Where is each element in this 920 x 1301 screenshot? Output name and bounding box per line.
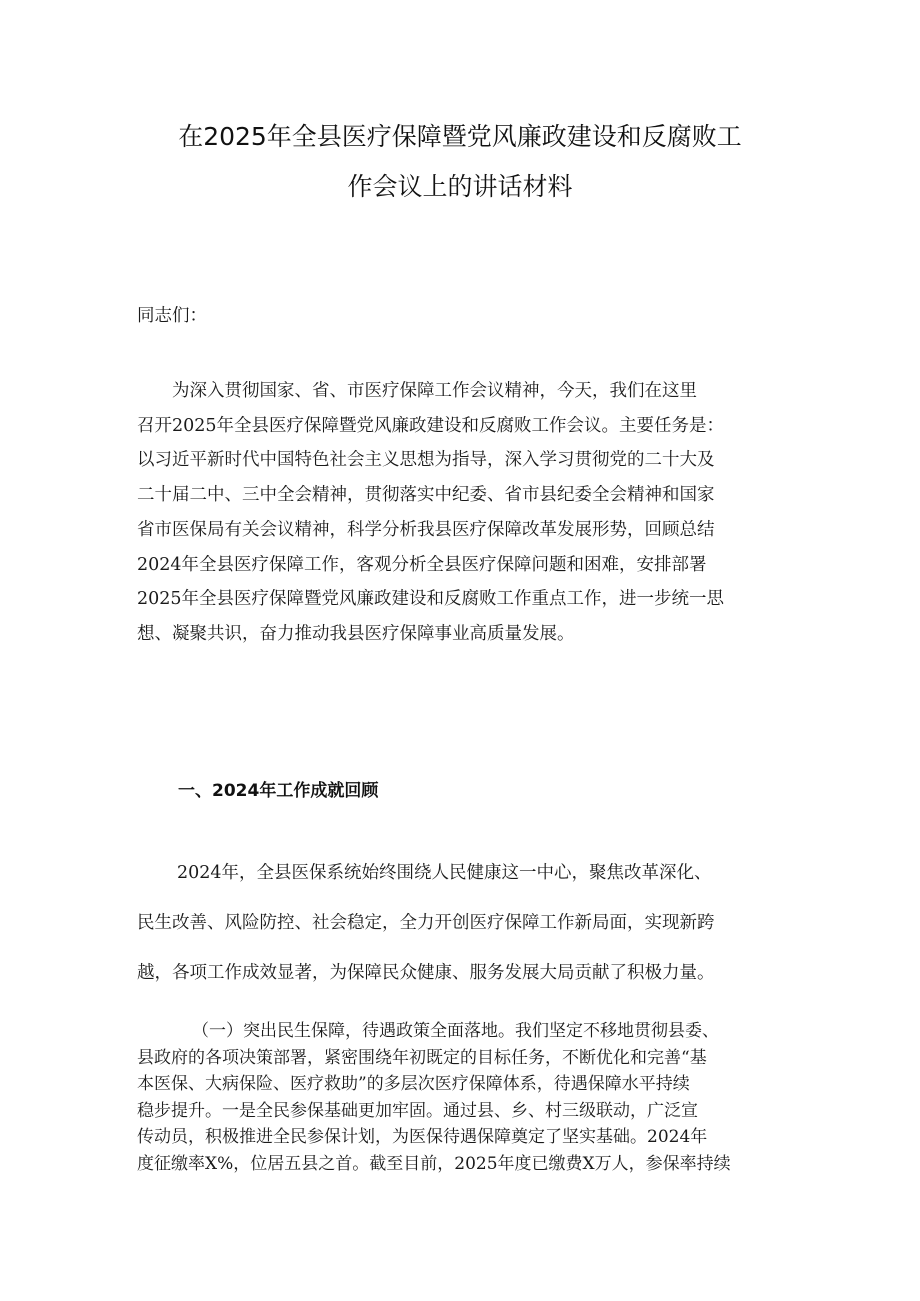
paragraph-line: 为深入贯彻国家、省、市医疗保障工作会议精神，今天，我们在这里 [172, 381, 697, 401]
paragraph-review [137, 848, 787, 998]
paragraph-line: 2024年，全县医保系统始终围绕人民健康这一中心，聚焦改革深化、 [177, 863, 712, 883]
paragraph-line: （一）突出民生保障，待遇政策全面落地。我们坚定不移地贯彻县委、 [192, 1021, 719, 1041]
title-line: 作会议上的讲话材料 [347, 172, 573, 201]
paragraph-subsection-1 [137, 1018, 787, 1178]
paragraph-line: 2025年全县医疗保障暨党风廉政建设和反腐败工作重点工作，进一步统一思 [137, 589, 725, 610]
paragraph-line: 传动员，积极推进全民参保计划，为医保待遇保障奠定了坚实基础。2024年 [137, 1127, 708, 1148]
paragraph-line: 以习近平新时代中国特色社会主义思想为指导，深入学习贯彻党的二十大及 [137, 450, 715, 471]
paragraph-line: 召开2025年全县医疗保障暨党风廉政建设和反腐败工作会议。主要任务是： [137, 415, 725, 436]
paragraph-line: 2024年全县医疗保障工作，客观分析全县医疗保障问题和困难，安排部署 [137, 554, 707, 575]
paragraph-line: 想、凝聚共识，奋力推动我县医疗保障事业高质量发展。 [137, 623, 575, 644]
paragraph-line: 二十届二中、三中全会精神，贯彻落实中纪委、省市县纪委全会精神和国家 [137, 485, 715, 506]
paragraph-line: 民生改善、风险防控、社会稳定，全力开创医疗保障工作新局面，实现新跨 [137, 913, 715, 933]
paragraph-line: 省市医保局有关会议精神，科学分析我县医疗保障改革发展形势，回顾总结 [137, 519, 715, 540]
document-title [130, 112, 790, 212]
section-heading: 一、2024年工作成就回顾 [178, 781, 379, 801]
salutation: 同志们： [137, 306, 207, 326]
paragraph-line: 本医保、大病保险、医疗救助”的多层次医疗保障体系，待遇保障水平持续 [137, 1074, 690, 1095]
title-line: 在2025年全县医疗保障暨党风廉政建设和反腐败工 [178, 122, 742, 151]
paragraph-intro [137, 374, 787, 652]
paragraph-line: 越，各项工作成效显著，为保障民众健康、服务发展大局贡献了积极力量。 [137, 963, 715, 983]
paragraph-line: 度征缴率X%，位居五县之首。截至目前，2025年度已缴费X万人，参保率持续 [137, 1153, 731, 1174]
paragraph-line: 稳步提升。一是全民参保基础更加牢固。通过县、乡、村三级联动，广泛宣 [137, 1100, 698, 1121]
paragraph-line: 县政府的各项决策部署，紧密围绕年初既定的目标任务，不断优化和完善“基 [137, 1047, 707, 1068]
